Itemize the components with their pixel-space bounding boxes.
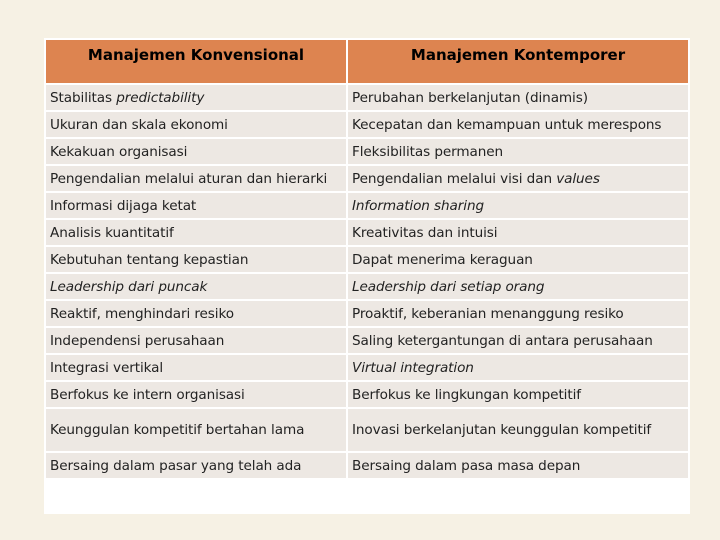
cell-kontemporer <box>348 166 688 191</box>
cell-text: Kekakuan organisasi <box>50 143 188 160</box>
cell-italic-text: predictability <box>116 89 205 106</box>
cell-kontemporer <box>348 220 688 245</box>
cell-text: Keunggulan kompetitif bertahan lama <box>50 422 305 438</box>
table-row <box>46 220 688 245</box>
cell-italic-text: Information sharing <box>352 197 484 214</box>
cell-kontemporer <box>348 193 688 218</box>
cell-kontemporer <box>348 274 688 299</box>
table-body <box>46 85 688 478</box>
header-kontemporer: Manajemen Kontemporer <box>348 40 688 83</box>
header-konvensional: Manajemen Konvensional <box>46 40 346 83</box>
cell-italic-text: Leadership dari setiap orang <box>352 278 545 295</box>
cell-kontemporer <box>348 328 688 353</box>
cell-text: Pengendalian melalui visi dan <box>352 170 557 187</box>
cell-text: Kreativitas dan intuisi <box>352 224 498 241</box>
cell-konvensional <box>46 382 346 407</box>
cell-konvensional <box>46 328 346 353</box>
cell-konvensional <box>46 193 346 218</box>
cell-kontemporer <box>348 301 688 326</box>
cell-konvensional <box>46 355 346 380</box>
cell-kontemporer <box>348 355 688 380</box>
table-row <box>46 247 688 272</box>
table-row <box>46 301 688 326</box>
cell-konvensional <box>46 247 346 272</box>
cell-kontemporer <box>348 409 688 451</box>
cell-text: Proaktif, keberanian menanggung resiko <box>352 305 624 322</box>
cell-kontemporer <box>348 382 688 407</box>
table-row <box>46 139 688 164</box>
cell-text: Perubahan berkelanjutan (dinamis) <box>352 89 588 106</box>
cell-italic-text: Leadership dari puncak <box>50 278 208 295</box>
cell-text: Bersaing dalam pasa masa depan <box>352 457 581 474</box>
cell-konvensional <box>46 166 346 191</box>
cell-text: Inovasi berkelanjutan keunggulan kompetitif <box>352 422 652 438</box>
table-row <box>46 85 688 110</box>
cell-konvensional <box>46 139 346 164</box>
cell-konvensional <box>46 112 346 137</box>
cell-italic-text: values <box>556 170 600 187</box>
cell-kontemporer <box>348 85 688 110</box>
cell-konvensional <box>46 453 346 478</box>
cell-text: Fleksibilitas permanen <box>352 143 504 160</box>
cell-text: Ukuran dan skala ekonomi <box>50 116 228 133</box>
cell-text: Independensi perusahaan <box>50 332 225 349</box>
cell-konvensional <box>46 85 346 110</box>
cell-kontemporer <box>348 112 688 137</box>
cell-text: Berfokus ke lingkungan kompetitif <box>352 386 581 403</box>
cell-konvensional <box>46 274 346 299</box>
cell-italic-text: Virtual integration <box>352 359 474 376</box>
cell-text: Berfokus ke intern organisasi <box>50 386 245 403</box>
comparison-table-frame <box>44 38 690 514</box>
cell-kontemporer <box>348 139 688 164</box>
cell-text: Kebutuhan tentang kepastian <box>50 251 249 268</box>
cell-text: Pengendalian melalui aturan dan hierarki <box>50 170 328 187</box>
cell-konvensional <box>46 301 346 326</box>
table-row <box>46 274 688 299</box>
cell-text: Analisis kuantitatif <box>50 224 174 241</box>
table-row <box>46 355 688 380</box>
cell-konvensional <box>46 409 346 451</box>
table-row <box>46 382 688 407</box>
cell-text: Kecepatan dan kemampuan untuk merespons <box>352 116 662 133</box>
table-row <box>46 409 688 451</box>
table-row <box>46 166 688 191</box>
cell-text: Informasi dijaga ketat <box>50 197 197 214</box>
cell-kontemporer <box>348 453 688 478</box>
table-row <box>46 328 688 353</box>
cell-text: Saling ketergantungan di antara perusahaan <box>352 332 653 349</box>
cell-text: Bersaing dalam pasar yang telah ada <box>50 457 302 474</box>
table-row <box>46 112 688 137</box>
cell-text: Dapat menerima keraguan <box>352 251 533 268</box>
cell-text: Integrasi vertikal <box>50 359 164 376</box>
table-row <box>46 193 688 218</box>
cell-konvensional <box>46 220 346 245</box>
comparison-table <box>44 38 690 480</box>
table-row <box>46 453 688 478</box>
cell-kontemporer <box>348 247 688 272</box>
cell-text: Stabilitas <box>50 89 117 106</box>
cell-text: Reaktif, menghindari resiko <box>50 305 234 322</box>
header-row <box>46 40 688 83</box>
